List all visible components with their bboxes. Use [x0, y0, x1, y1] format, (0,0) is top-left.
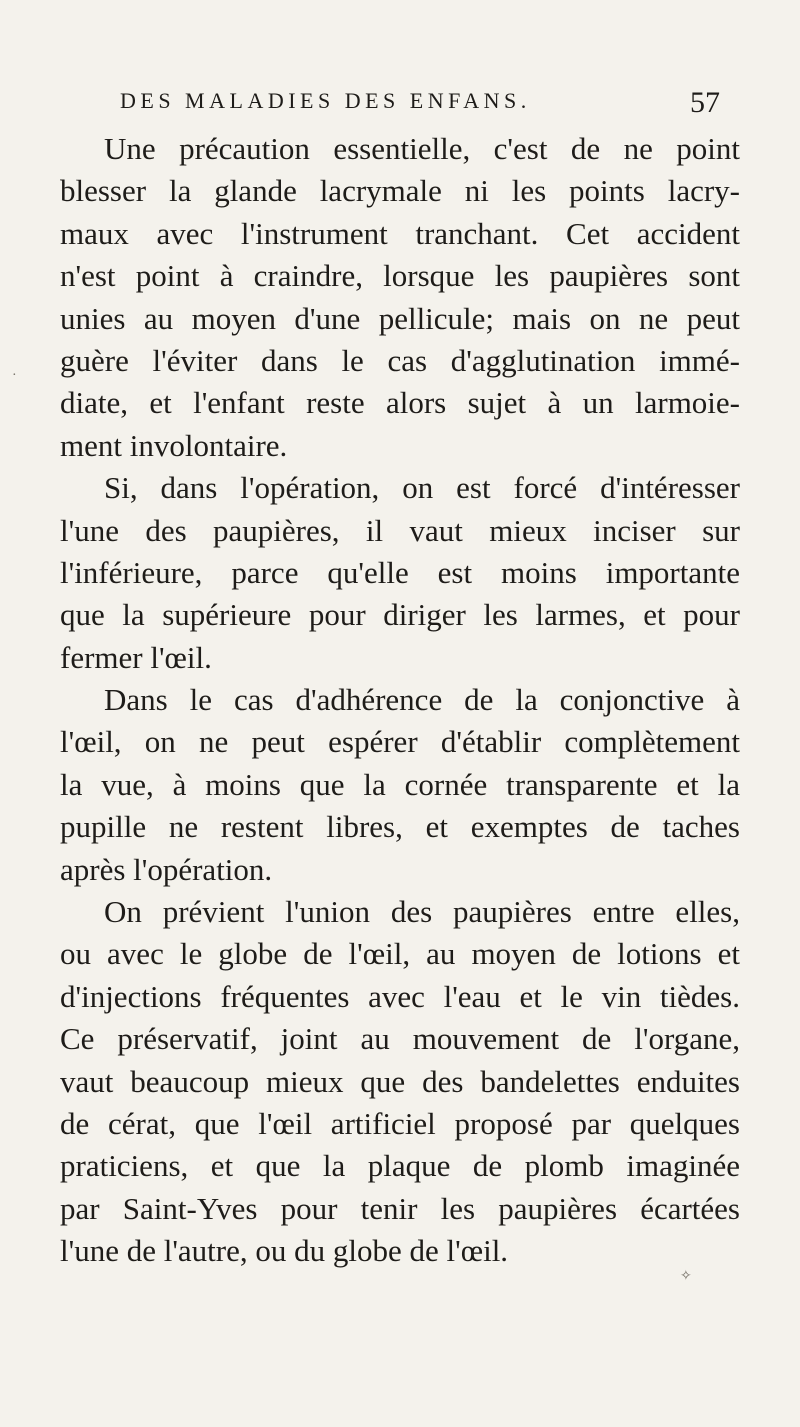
- text-line: l'œil, on ne peut espérer d'établir complètement: [60, 724, 740, 760]
- margin-speck: ·: [12, 368, 17, 383]
- text-line: de cérat, que l'œil artificiel proposé par quelques: [60, 1105, 740, 1141]
- text-line: d'injections fréquentes avec l'eau et le vin tièdes.: [60, 978, 740, 1014]
- text-line: maux avec l'instrument tranchant. Cet accident: [60, 215, 740, 251]
- text-line: Dans le cas d'adhérence de la conjonctive à: [104, 682, 740, 718]
- text-line: que la supérieure pour diriger les larmes, et pour: [60, 597, 740, 633]
- text-line: unies au moyen d'une pellicule; mais on ne peut: [60, 300, 740, 336]
- body-text: [60, 128, 740, 1273]
- running-head: [120, 86, 720, 126]
- text-line: Ce préservatif, joint au mouvement de l'organe,: [60, 1021, 740, 1057]
- text-line: ou avec le globe de l'œil, au moyen de lotions et: [60, 936, 740, 972]
- text-line: Une précaution essentielle, c'est de ne point: [104, 131, 740, 166]
- text-line: pupille ne restent libres, et exemptes de taches: [60, 809, 740, 845]
- text-line: On prévient l'union des paupières entre elles,: [104, 894, 740, 930]
- text-line: ment involontaire.: [60, 427, 288, 463]
- text-line: blesser la glande lacrymale ni les points lacry-: [60, 173, 740, 209]
- text-line: la vue, à moins que la cornée transparente et la: [60, 766, 740, 802]
- text-line: Si, dans l'opération, on est forcé d'intéresser: [104, 470, 740, 506]
- text-line: l'une de l'autre, ou du globe de l'œil.: [60, 1233, 509, 1269]
- bottom-ornament-mark: ✧: [680, 1269, 692, 1284]
- text-line: fermer l'œil.: [60, 639, 212, 675]
- running-title: DES MALADIES DES ENFANS.: [120, 88, 531, 113]
- text-line: praticiens, et que la plaque de plomb imaginée: [60, 1148, 740, 1184]
- text-line: après l'opération.: [60, 851, 273, 887]
- text-line: par Saint-Yves pour tenir les paupières écartées: [60, 1190, 740, 1226]
- text-line: diate, et l'enfant reste alors sujet à un larmoie-: [60, 385, 740, 421]
- page-number: 57: [690, 86, 720, 119]
- text-line: guère l'éviter dans le cas d'agglutination immé-: [60, 342, 740, 378]
- text-line: l'inférieure, parce qu'elle est moins importante: [60, 554, 740, 590]
- text-line: n'est point à craindre, lorsque les paupières sont: [60, 258, 740, 294]
- text-line: vaut beaucoup mieux que des bandelettes enduites: [60, 1063, 740, 1099]
- text-line: l'une des paupières, il vaut mieux inciser sur: [60, 512, 740, 548]
